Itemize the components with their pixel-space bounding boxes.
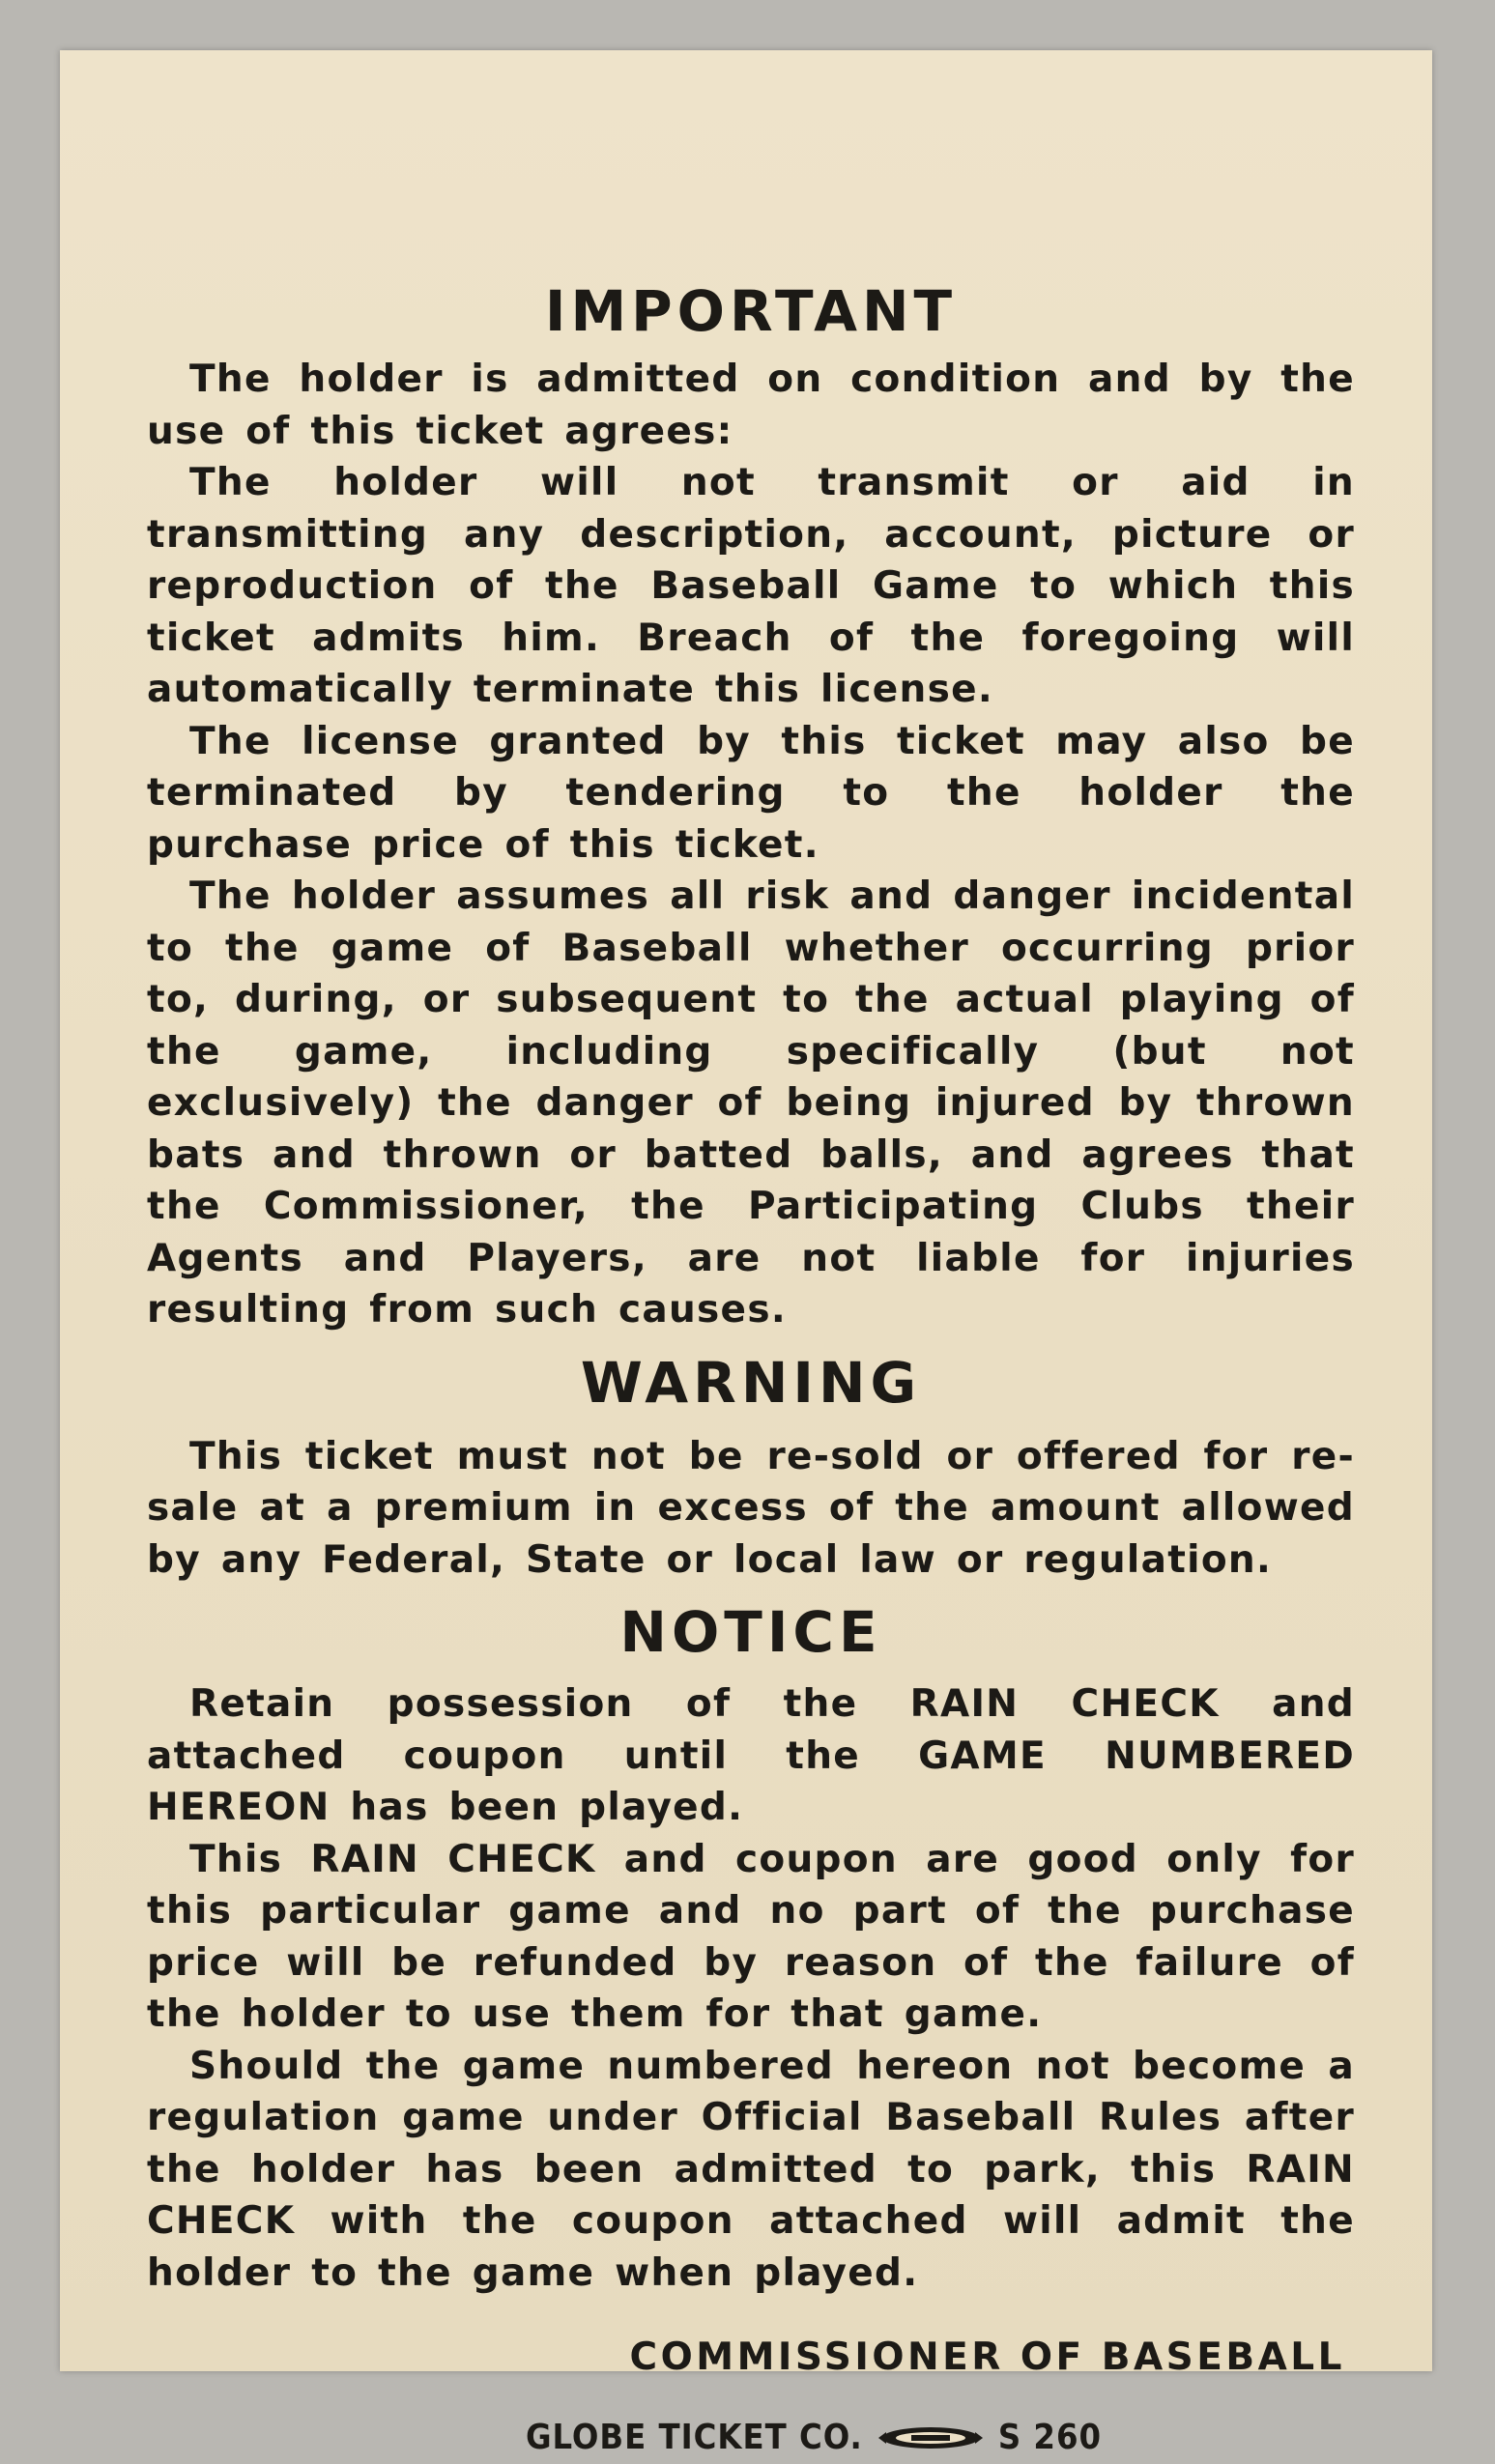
printer-company: GLOBE TICKET CO. xyxy=(525,2418,863,2457)
printer-code: S 260 xyxy=(997,2418,1103,2457)
warning-paragraph: This ticket must not be re-sold or offered for re-sale at a premium in excess of the amount allowed by any Federal, State or local law or regulation. xyxy=(147,1434,1355,1582)
notice-paragraph: Should the game numbered hereon not become a regulation game under Official Baseball Rules after the holder has been admitted to park, this RAIN CHECK with the coupon attached will admit the holder to the game when played. xyxy=(147,2044,1355,2295)
printer-imprint xyxy=(147,2418,1355,2457)
important-heading: IMPORTANT xyxy=(544,278,958,344)
warning-heading: WARNING xyxy=(580,1349,922,1416)
notice-heading: NOTICE xyxy=(619,1599,882,1665)
notice-paragraph: This RAIN CHECK and coupon are good only for this particular game and no part of the purchase price will be refunded by reason of the failure of the holder to use them for that game. xyxy=(147,1837,1355,2036)
important-section xyxy=(147,272,1355,1336)
important-paragraph: The license granted by this ticket may also be terminated by tendering to the holder the purchase price of this ticket. xyxy=(147,719,1355,867)
globe-logo-icon xyxy=(873,2421,989,2455)
important-paragraph: The holder is admitted on condition and by the use of this ticket agrees: xyxy=(147,358,1355,453)
notice-paragraph: Retain possession of the RAIN CHECK and attached coupon until the GAME NUMBERED HEREON has been played. xyxy=(147,1682,1355,1829)
important-paragraph: The holder assumes all risk and danger incidental to the game of Baseball whether occurring prior to, during, or subsequent to the actual playing of the game, including specifically (but not exclusively) the danger of being injured by thrown bats and thrown or batted balls, and agrees that the Commissioner, the Participating Clubs their Agents and Players, are not liable for injuries resulting from such causes. xyxy=(147,874,1355,1332)
notice-section xyxy=(147,1593,1355,2299)
warning-section xyxy=(147,1344,1355,1587)
ticket-text xyxy=(147,224,1355,2457)
important-paragraph: The holder will not transmit or aid in transmitting any description, account, picture or reproduction of the Baseball Game to which this ticket admits him. Breach of the foregoing will automatically terminate this license. xyxy=(147,461,1355,711)
ticket-back xyxy=(60,50,1432,2457)
commissioner-signature: COMMISSIONER OF BASEBALL xyxy=(629,2335,1345,2379)
